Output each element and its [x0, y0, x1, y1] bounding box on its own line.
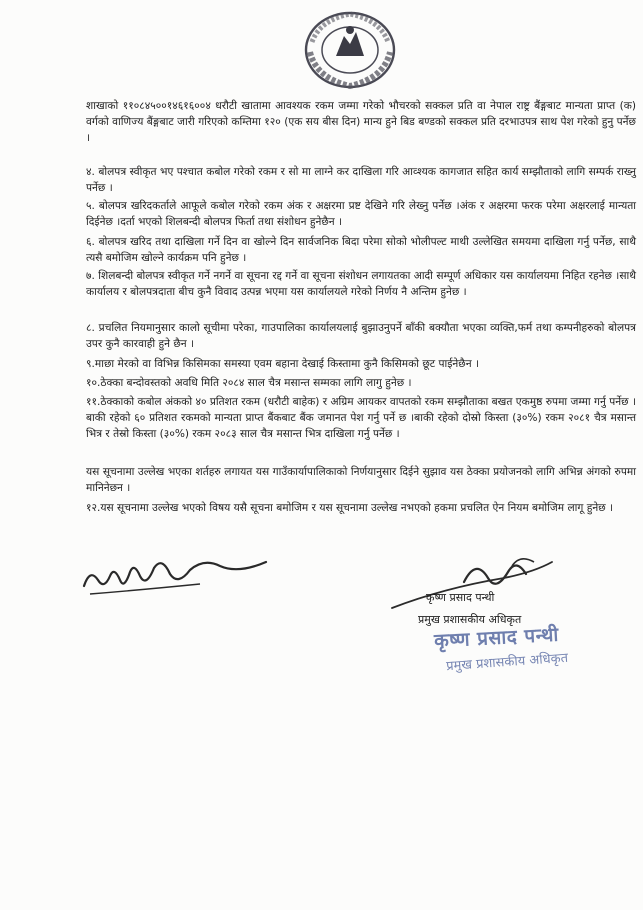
signatory-name: कृष्ण प्रसाद पन्थी	[426, 591, 495, 604]
paragraph-4: ४. बोलपत्र स्वीकृत भए पश्चात कबोल गरेको रकम र सो मा लाग्ने कर दाखिला गरि आव्श्यक कागजात सहित कार्य सम्झौताको लागि सम्पर्क राख्नु पर्नेछ ।	[86, 166, 636, 195]
stamp-title: प्रमुख प्रशासकीय अधिकृत	[445, 650, 569, 675]
paragraph-12: १२.यस सूचनामा उल्लेख भएको विषय यसै सूचना बमोजिम र यस सूचनामा उल्लेख नभएको हकमा प्रचलित ऐन नियम बमोजिम लागू हुनेछ ।	[86, 502, 614, 514]
paragraph-11: ११.ठेक्काको कबोल अंकको ४० प्रतिशत रकम (धरौटी बाहेक) र अग्रिम आयकर वापतको रकम सम्झौताका बखत एकमुष्ठ रुपमा जम्मा गर्नु पर्नेछ ।बाकी रहेको ६० प्रतिशत रकमको मान्यता प्राप्त बैंकबाट बैंक जमानत पेश गर्नु पर्ने छ ।बाकी रहेको दोस्रो किस्ता (३०%) रकम २०८१ चैत्र मसान्त भित्र र तेस्रो किस्ता (३०%) रकम २०८३ साल चैत्र मसान्त भित्र दाखिला गर्नु पर्नेछ ।	[86, 396, 636, 441]
municipality-seal-icon	[296, 8, 404, 92]
paragraph-6: ६. बोलपत्र खरिद तथा दाखिला गर्ने दिन वा खोल्ने दिन सार्वजनिक बिदा परेमा सोको भोलीपल्ट माथी उल्लेखित समयमा दाखिला गर्नु पर्नेछ, साथै त्यसै बमोजिम खोल्ने कार्यक्रम पनि हुनेछ ।	[86, 236, 636, 265]
paragraph-8: ८. प्रचलित नियमानुसार कालो सूचीमा परेका, गाउपालिका कार्यालयलाई बुझाउनुपर्ने बाँकी बक्यौता भएका व्यक्ति,फर्म तथा कम्पनीहरुको बोलपत्र उपर कुनै कारवाही हुने छैन ।	[86, 322, 636, 351]
paragraph-5: ५. बोलपत्र खरिदकर्ताले आफूले कबोल गरेको रकम अंक र अक्षरमा प्रष्ट देखिने गरि लेख्नु पर्नेछ ।अंक र अक्षरमा फरक परेमा अक्षरलाई मान्यता दिईनेछ ।दर्ता भएको शिलबन्दी बोलपत्र फिर्ता तथा संशोधन हुनेछैन ।	[86, 200, 636, 229]
officer-signature-icon	[384, 548, 554, 618]
paragraph-9: ९.माछा मेरको वा विभिन्न किसिमका समस्या एवम बहाना देखाई किस्तामा कुनै किसिमको छूट पाईनेछैन ।	[86, 358, 479, 370]
paragraph-10: १०.ठेक्का बन्दोवस्तको अवधि मिति २०८४ साल चैत्र मसान्त सम्मका लागि लागु हुनेछ ।	[86, 377, 412, 389]
paragraph-conditions: यस सूचनामा उल्लेख भएका शर्तहरु लगायत यस गाउँकार्यापालिकाको निर्णयानुसार दिईने सुझाव यस ठेक्का प्रयोजनको लागि अभिन्न अंगको रुपमा मानिनेछन ।	[86, 466, 636, 495]
paragraph-7: ७. शिलबन्दी बोलपत्र स्वीकृत गर्ने नगर्ने वा सूचना रद्द गर्ने वा सूचना संशोधन लगायतका आदी सम्पूर्ण अधिकार यस कार्यालयमा निहित रहनेछ ।साथै कार्यालय र बोलपत्रदाता बीच कुनै विवाद उत्पन्न भएमा यस कार्यालयले गरेको निर्णय नै अन्तिम हुनेछ ।	[86, 270, 636, 299]
stamp-name: कृष्ण प्रसाद पन्थी	[433, 623, 560, 653]
paragraph-deposit: शाखाको ११०८४५००१४६१६००४ धरौटी खातामा आवश्यक रकम जम्मा गरेको भौचरको सक्कल प्रति वा नेपाल राष्ट्र बैंङ्गबाट मान्यता प्राप्त (क) वर्गको वाणिज्य बैंङ्गबाट जारी गरिएको कम्तिमा १२० (एक सय बीस दिन) मान्य हुने बिड बण्डको सक्कल प्रति दरभाउपत्र साथ पेश गरेको हुनु पर्नेछ ।	[86, 100, 636, 145]
left-signature-icon	[70, 546, 270, 606]
signatory-title: प्रमुख प्रशासकीय अधिकृत	[418, 613, 522, 626]
